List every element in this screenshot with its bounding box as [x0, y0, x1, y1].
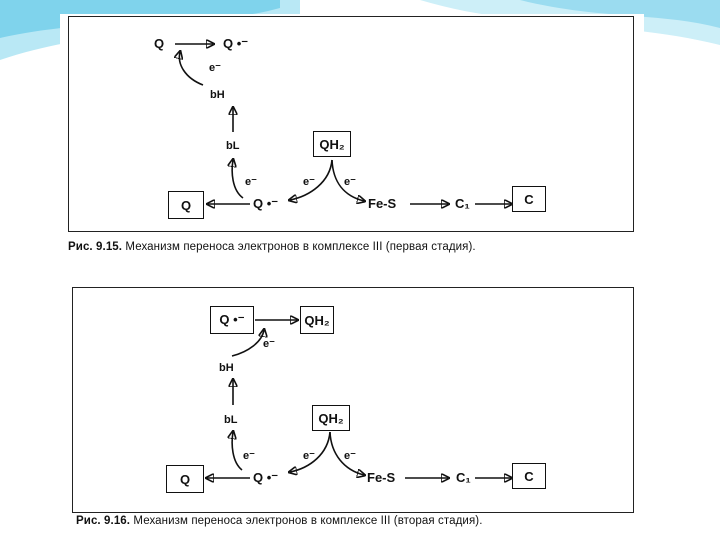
- d1-c-box: C: [512, 186, 546, 212]
- d2-fe-s: Fe-S: [367, 470, 396, 485]
- d1-e-top: e⁻: [209, 62, 221, 74]
- d1-e-mid1: e⁻: [303, 176, 315, 188]
- d1-q-box: Q: [168, 191, 204, 219]
- d2-b-h: bH: [219, 362, 234, 374]
- d2-b-l: bL: [224, 414, 238, 426]
- d1-q-top: Q: [154, 36, 165, 51]
- d1-e-left: e⁻: [245, 176, 257, 188]
- d1-qh2-box: QH₂: [313, 131, 351, 157]
- d2-e-top: e⁻: [263, 338, 275, 350]
- d1-q-radical: Q •⁻: [253, 196, 279, 211]
- d2-q-radical: Q •⁻: [253, 470, 279, 485]
- d1-e-mid2: e⁻: [344, 176, 356, 188]
- d1-c1: C₁: [455, 196, 470, 211]
- d2-e-left: e⁻: [243, 450, 255, 462]
- d2-e-mid2: e⁻: [344, 450, 356, 462]
- caption-2-text: Механизм переноса электронов в комплексе III (вторая стадия).: [130, 515, 483, 527]
- d2-qh2-top-box: QH₂: [300, 306, 334, 334]
- d2-e-mid1: e⁻: [303, 450, 315, 462]
- d2-c1: C₁: [456, 470, 471, 485]
- caption-1-number: Рис. 9.15.: [68, 241, 123, 253]
- caption-2-number: Рис. 9.16.: [76, 515, 131, 527]
- d2-qh2-box: QH₂: [312, 405, 350, 431]
- d1-b-l: bL: [226, 140, 240, 152]
- caption-1-text: Механизм переноса электронов в комплексе III (первая стадия).: [122, 241, 476, 253]
- d1-fe-s: Fe-S: [368, 196, 397, 211]
- d2-q-radical-box: Q •⁻: [210, 306, 254, 334]
- d1-b-h: bH: [210, 89, 225, 101]
- d1-q-radical-top: Q •⁻: [223, 36, 249, 51]
- figure-caption-2: [76, 515, 483, 527]
- d2-q-box: Q: [166, 465, 204, 493]
- d2-c-box: C: [512, 463, 546, 489]
